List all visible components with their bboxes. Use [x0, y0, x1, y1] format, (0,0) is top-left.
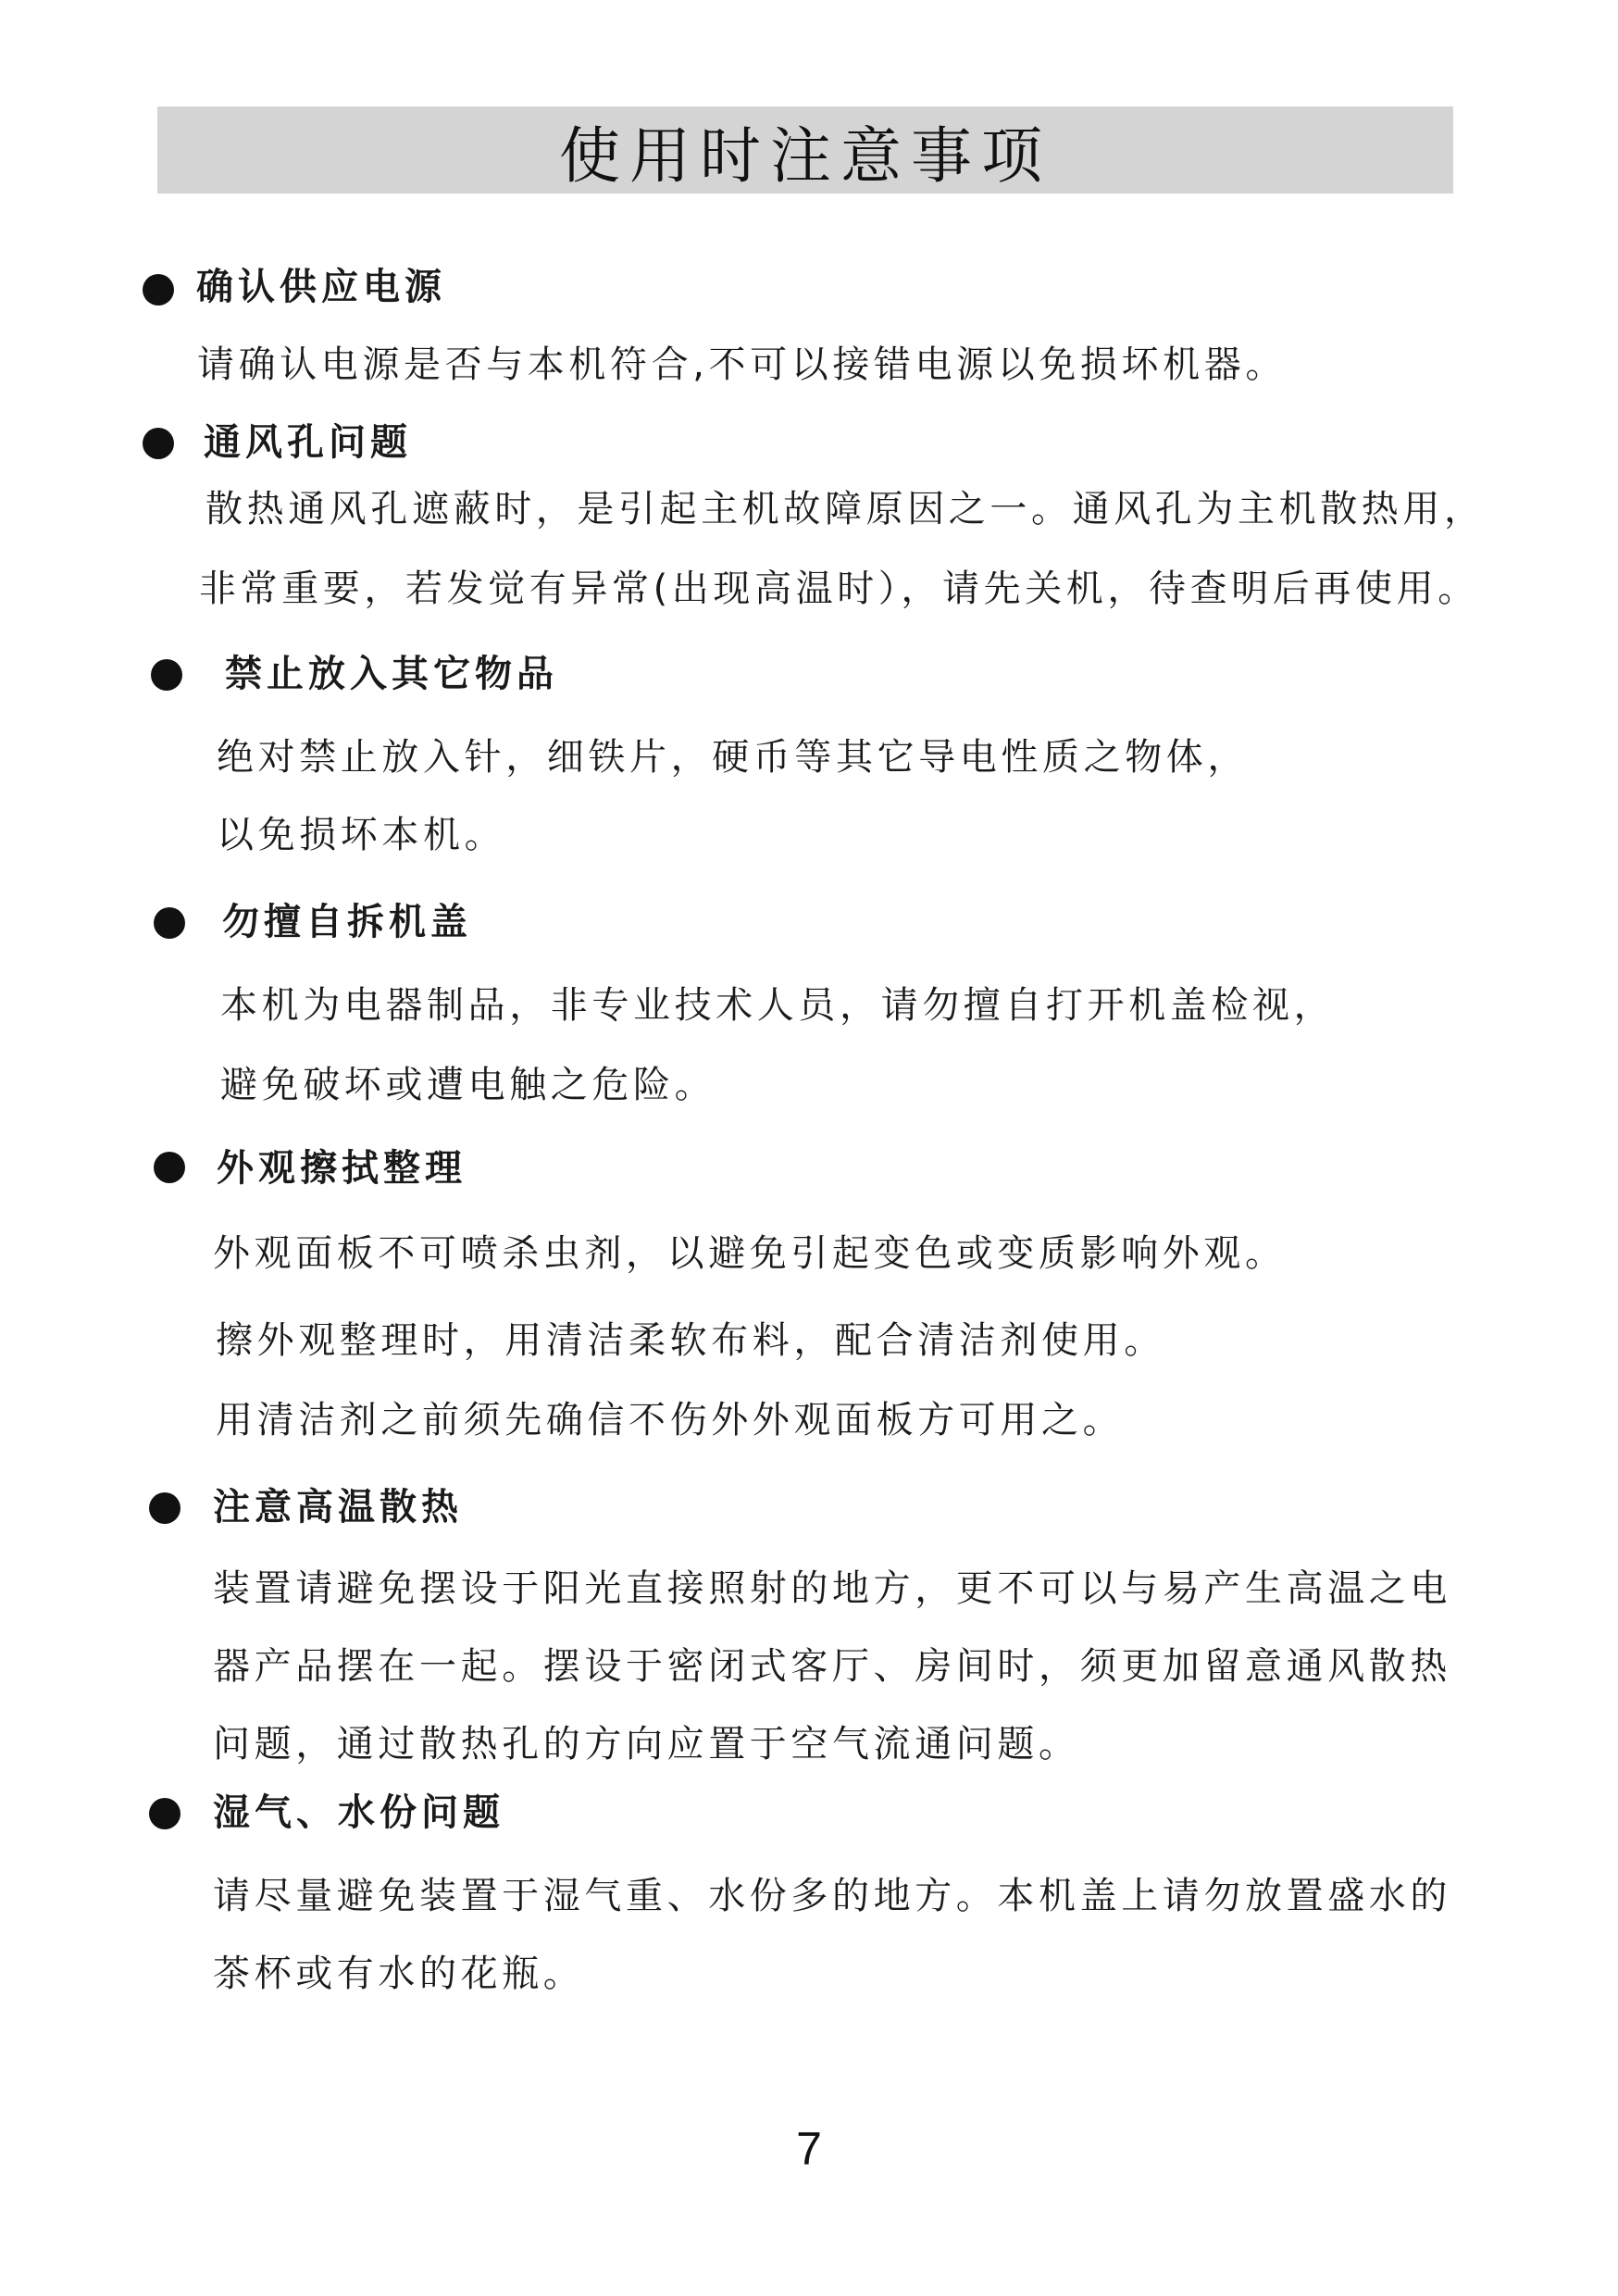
- section-text-line: 以免损坏本机。: [217, 814, 506, 856]
- bullet-icon: [143, 274, 174, 306]
- section-text-line: 用清洁剂之前须先确信不伤外外观面板方可用之。: [216, 1399, 1125, 1441]
- section-text-line: 请尽量避免装置于湿气重、水份多的地方。本机盖上请勿放置盛水的: [213, 1875, 1451, 1917]
- section-heading: 禁止放入其它物品: [225, 653, 558, 695]
- bullet-icon: [143, 428, 174, 459]
- section-text-line: 绝对禁止放入针，细铁片，硬币等其它导电性质之物体，: [217, 736, 1249, 779]
- bullet-icon: [149, 1798, 180, 1829]
- section-text-line: 擦外观整理时，用清洁柔软布料，配合清洁剂使用。: [216, 1319, 1165, 1362]
- section-text-line: 非常重要，若发觉有异常(出现高温时），请先关机，待查明后再使用。: [199, 568, 1479, 610]
- section-text-line: 茶杯或有水的花瓶。: [213, 1953, 585, 1995]
- bullet-icon: [154, 1152, 185, 1183]
- section-text-line: 请确认电源是否与本机符合,不可以接错电源以免损坏机器。: [197, 343, 1287, 386]
- bullet-icon: [154, 907, 185, 939]
- section-heading: 湿气、水份问题: [213, 1791, 504, 1834]
- bullet-icon: [149, 1492, 180, 1524]
- section-text-line: 本机为电器制品，非专业技术人员，请勿擅自打开机盖检视，: [220, 984, 1336, 1027]
- section-heading: 勿擅自拆机盖: [222, 901, 472, 943]
- section-heading: 注意高温散热: [213, 1486, 463, 1529]
- section-text-line: 装置请避免摆设于阳光直接照射的地方，更不可以与易产生高温之电: [213, 1567, 1451, 1610]
- section-heading: 确认供应电源: [196, 266, 446, 308]
- section-text-line: 外观面板不可喷杀虫剂，以避免引起变色或变质影响外观。: [213, 1232, 1287, 1275]
- section-text-line: 散热通风孔遮蔽时，是引起主机故障原因之一。通风孔为主机散热用，: [205, 488, 1486, 530]
- section-heading: 通风孔问题: [204, 421, 412, 464]
- page-number: 7: [796, 2123, 822, 2175]
- section-text-line: 器产品摆在一起。摆设于密闭式客厅、房间时，须更加留意通风散热: [213, 1645, 1451, 1688]
- section-text-line: 避免破坏或遭电触之危险。: [220, 1064, 716, 1106]
- title-bar: [157, 106, 1453, 193]
- section-heading: 外观擦拭整理: [217, 1147, 467, 1190]
- page-title: 使用时注意事项: [559, 119, 1052, 192]
- section-text-line: 问题，通过散热孔的方向应置于空气流通问题。: [213, 1723, 1080, 1766]
- bullet-icon: [151, 659, 182, 691]
